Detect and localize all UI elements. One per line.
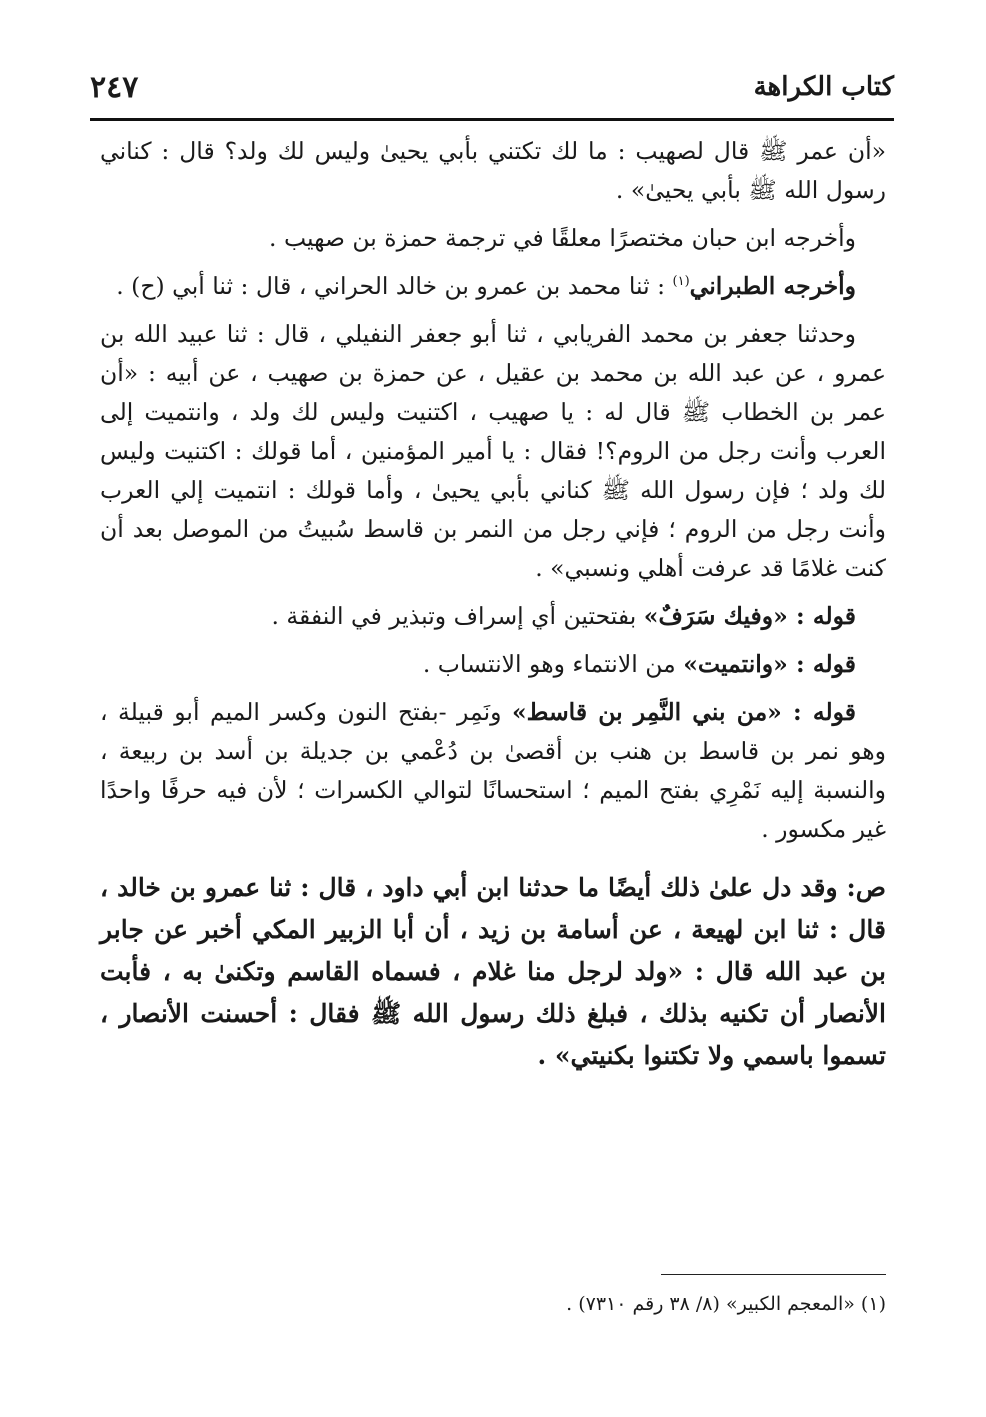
bold-lead: قوله : «من بني النَّمِر بن قاسط» xyxy=(511,698,857,726)
paragraph-tabarani xyxy=(100,267,886,306)
page-number: ٢٤٧ xyxy=(90,70,139,105)
paragraph-text: بفتحتين أي إسراف وتبذير في النفقة . xyxy=(271,602,644,630)
page-header xyxy=(90,66,894,116)
paragraph-text: ونَمِر -بفتح النون وكسر الميم أبو قبيلة ، وهو نمر بن قاسط بن هنب بن أقصىٰ بن دُعْمي بن جديلة بن أسد بن ربيعة ، والنسبة إليه نَمْرِي بفتح الميم ؛ استحسانًا لتوالي الكسرات ؛ لأن فيه حرفًا واحدًا غير مكسور . xyxy=(100,698,886,843)
paragraph-text: وأخرجه ابن حبان مختصرًا معلقًا في ترجمة حمزة بن صهيب . xyxy=(269,224,856,252)
running-title: كتاب الكراهة xyxy=(753,72,894,102)
paragraph-ibn-hibban xyxy=(100,219,886,258)
footnote-divider xyxy=(661,1274,886,1275)
paragraph-sharh-intamayt xyxy=(100,645,886,684)
paragraph-text: من الانتماء وهو الانتساب . xyxy=(422,650,684,678)
bold-lead: قوله : «وفيك سَرَفٌ» xyxy=(643,602,856,630)
bold-lead: قوله : «وانتميت» xyxy=(683,650,856,678)
main-text xyxy=(100,132,886,1086)
footnote-text: (١) «المعجم الكبير» (٨/ ٣٨ رقم ٧٣١٠) . xyxy=(566,1293,886,1315)
paragraph-sharh-namir xyxy=(100,693,886,849)
paragraph-hadith-quote xyxy=(100,132,886,210)
header-divider xyxy=(90,118,894,121)
paragraph-sharh-saraf xyxy=(100,597,886,636)
paragraph-matn-sad xyxy=(100,867,886,1077)
paragraph-text: وحدثنا جعفر بن محمد الفريابي ، ثنا أبو جعفر النفيلي ، قال : ثنا عبيد الله بن عمرو ، عن عبد الله بن محمد بن عقيل ، عن حمزة بن صهيب ، عن أبيه : «أن عمر بن الخطاب ﷺ قال له : يا صهيب ، اكتنيت وليس لك ولد ، وانتميت إلى العرب وأنت رجل من الروم؟! فقال : يا أمير المؤمنين ، أما قولك : اكتنيت وليس لك ولد ؛ فإن رسول الله ﷺ كناني بأبي يحيىٰ ، وأما قولك : انتميت إلي العرب وأنت رجل من الروم ؛ فإني رجل من النمر بن قاسط سُبيتُ من الموصل بعد أن كنت غلامًا قد عرفت أهلي ونسبي» . xyxy=(100,320,886,582)
bold-lead: وأخرجه الطبراني xyxy=(689,272,856,300)
paragraph-text: «أن عمر ﷺ قال لصهيب : ما لك تكتني بأبي يحيىٰ وليس لك ولد؟ قال : كناني رسول الله ﷺ بأبي يحيىٰ» . xyxy=(100,137,886,204)
paragraph-isnad xyxy=(100,315,886,588)
paragraph-text: : ثنا محمد بن عمرو بن خالد الحراني ، قال : ثنا أبي (ح) . xyxy=(116,272,673,300)
footnote-marker[interactable]: (١) xyxy=(672,274,690,290)
paragraph-text: ص: وقد دل علىٰ ذلك أيضًا ما حدثنا ابن أبي داود ، قال : ثنا عمرو بن خالد ، قال : ثنا ابن لهيعة ، عن أسامة بن زيد ، أن أبا الزبير المكي أخبر عن جابر بن عبد الله قال : «ولد لرجل منا غلام ، فسماه القاسم وتكنىٰ به ، فأبت الأنصار أن تكنيه بذلك ، فبلغ ذلك رسول الله ﷺ فقال : أحسنت الأنصار ، تسموا باسمي ولا تكتنوا بكنيتي» . xyxy=(100,873,886,1070)
footnote xyxy=(100,1290,886,1318)
